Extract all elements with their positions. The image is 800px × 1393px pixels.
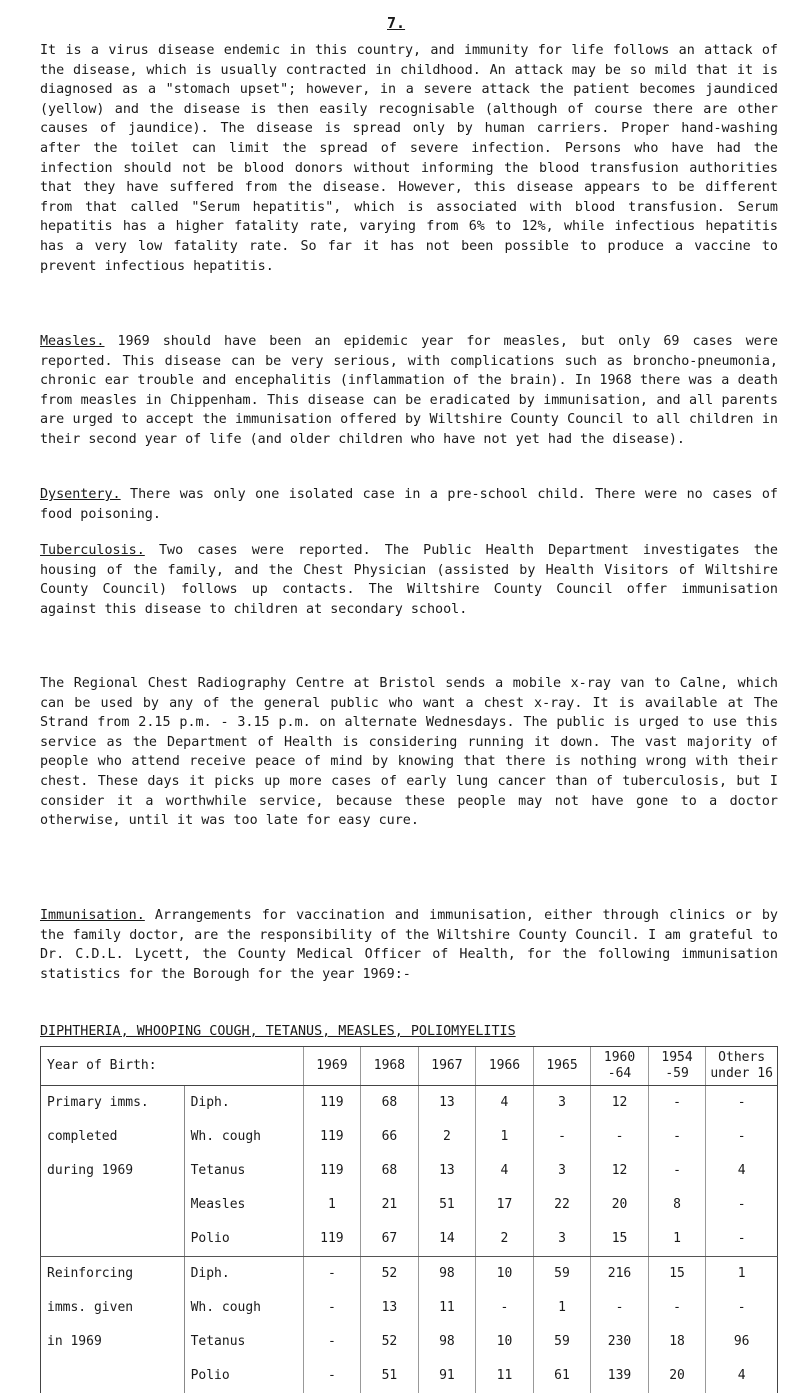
measles-heading: Measles.: [40, 334, 105, 349]
value-cell: -: [648, 1086, 706, 1121]
table-row: [41, 1154, 778, 1188]
page-number: 7.: [387, 14, 406, 32]
value-cell: -: [591, 1120, 649, 1154]
value-cell: -: [476, 1291, 534, 1325]
value-cell: 52: [361, 1257, 419, 1292]
value-cell: -: [591, 1291, 649, 1325]
table-row: [41, 1359, 778, 1393]
value-cell: -: [648, 1120, 706, 1154]
value-cell: 68: [361, 1086, 419, 1121]
tuberculosis-paragraph: [40, 541, 778, 619]
value-cell: 1: [706, 1257, 778, 1292]
value-cell: -: [648, 1154, 706, 1188]
value-cell: 119: [303, 1120, 361, 1154]
value-cell: 1: [648, 1222, 706, 1257]
disease-cell: Polio: [184, 1222, 303, 1257]
value-cell: -: [303, 1257, 361, 1292]
section-label: imms. given: [41, 1291, 185, 1325]
disease-cell: Measles: [184, 1188, 303, 1222]
table-body: [41, 1086, 778, 1393]
dysentery-body: There was only one isolated case in a pre-school child. There were no cases of food poisoning.: [40, 487, 778, 522]
table-row: [41, 1086, 778, 1121]
value-cell: 12: [591, 1154, 649, 1188]
value-cell: 21: [361, 1188, 419, 1222]
immunisation-table: [40, 1046, 778, 1393]
column-header: 1960 -64: [591, 1047, 649, 1086]
value-cell: -: [706, 1120, 778, 1154]
column-header: 1969: [303, 1047, 361, 1086]
xray-paragraph: The Regional Chest Radiography Centre at Bristol sends a mobile x-ray van to Calne, which can be used by any of the general public who want a chest x-ray. It is available at The Strand from 2.15 p.m. - 3.15 p.m. on alternate Wednesdays. The public is urged to use this service as the Department of Health is considering running it down. The vast majority of people who attend receive peace of mind by knowing that there is nothing wrong with their chest. These days it picks up more cases of early lung cancer than of tuberculosis, but I consider it a worthwhile service, because these people may not have gone to a doctor otherwise, until it was too late for easy cure.: [40, 676, 778, 829]
value-cell: 10: [476, 1325, 534, 1359]
table-row: [41, 1325, 778, 1359]
value-cell: 139: [591, 1359, 649, 1393]
value-cell: 3: [533, 1222, 591, 1257]
value-cell: 119: [303, 1222, 361, 1257]
column-header: 1954 -59: [648, 1047, 706, 1086]
value-cell: -: [303, 1291, 361, 1325]
immunisation-body: Arrangements for vaccination and immunisation, either through clinics or by the family doctor, are the responsibility of the Wiltshire County Council. I am grateful to Dr. C.D.L. Lycett, the County Medical Officer of Health, for the following immunisation statistics for the Borough for the year 1969:-: [40, 908, 778, 982]
table-row: [41, 1222, 778, 1257]
column-header: Others under 16: [706, 1047, 778, 1086]
measles-body: 1969 should have been an epidemic year for measles, but only 69 cases were reported. This disease can be very serious, with complications such as broncho-pneumonia, chronic ear trouble and encephalitis (inflammation of the brain). In 1968 there was a death from measles in Chippenham. This disease can be eradicated by immunisation, and all parents are urged to accept the immunisation offered by Wiltshire County Council to all children in their second year of life (and older children who have not yet had the disease).: [40, 334, 778, 447]
value-cell: 4: [706, 1359, 778, 1393]
table-row: [41, 1291, 778, 1325]
value-cell: 10: [476, 1257, 534, 1292]
value-cell: 18: [648, 1325, 706, 1359]
column-header: 1965: [533, 1047, 591, 1086]
section-label: Reinforcing: [41, 1257, 185, 1292]
table-row: [41, 1120, 778, 1154]
disease-cell: Wh. cough: [184, 1291, 303, 1325]
value-cell: 11: [418, 1291, 476, 1325]
column-header: 1968: [361, 1047, 419, 1086]
value-cell: -: [303, 1359, 361, 1393]
section-label: [41, 1222, 185, 1257]
section-label: in 1969: [41, 1325, 185, 1359]
value-cell: 11: [476, 1359, 534, 1393]
value-cell: 20: [591, 1188, 649, 1222]
value-cell: 119: [303, 1154, 361, 1188]
hepatitis-paragraph: It is a virus disease endemic in this country, and immunity for life follows an attack of the disease, which is usually contracted in childhood. An attack may be so mild that it is diagnosed as a "stomach upset"; however, in a severe attack the patient becomes jaundiced (yellow) and the disease is then easily recognisable (although of course there are other causes of jaundice). The disease is spread only by human carriers. Proper hand-washing after the toilet can limit the spread of severe infection. Persons who have had the infection should not be blood donors without informing the blood transfusion authorities that they have suffered from the disease. However, this disease appears to be different from that called "Serum hepatitis", which is associated with blood transfusion. Serum hepatitis has a higher fatality rate, varying from 6% to 12%, while infectious hepatitis has a very low fatality rate. So far it has not been possible to produce a vaccine to prevent infectious hepatitis.: [40, 43, 778, 274]
table-row: [41, 1257, 778, 1292]
tuberculosis-body: Two cases were reported. The Public Health Department investigates the housing of the family, and the Chest Physician (assisted by Health Visitors of Wiltshire County Council) follows up contacts. The Wiltshire County Council offer immunisation against this disease to children at secondary school.: [40, 543, 778, 617]
section-label: [41, 1359, 185, 1393]
value-cell: -: [303, 1325, 361, 1359]
value-cell: 68: [361, 1154, 419, 1188]
value-cell: -: [648, 1291, 706, 1325]
value-cell: 98: [418, 1257, 476, 1292]
table-header-row: [41, 1047, 778, 1086]
immunisation-paragraph: [40, 906, 778, 984]
value-cell: 13: [361, 1291, 419, 1325]
section-label: completed: [41, 1120, 185, 1154]
value-cell: 2: [418, 1120, 476, 1154]
disease-cell: Diph.: [184, 1257, 303, 1292]
value-cell: 52: [361, 1325, 419, 1359]
value-cell: 13: [418, 1086, 476, 1121]
value-cell: 12: [591, 1086, 649, 1121]
value-cell: 4: [476, 1154, 534, 1188]
value-cell: 59: [533, 1257, 591, 1292]
value-cell: 13: [418, 1154, 476, 1188]
value-cell: 14: [418, 1222, 476, 1257]
value-cell: 98: [418, 1325, 476, 1359]
value-cell: 15: [591, 1222, 649, 1257]
value-cell: -: [533, 1120, 591, 1154]
value-cell: -: [706, 1188, 778, 1222]
table-row: [41, 1188, 778, 1222]
value-cell: 1: [476, 1120, 534, 1154]
value-cell: 4: [476, 1086, 534, 1121]
column-header: 1966: [476, 1047, 534, 1086]
value-cell: 1: [303, 1188, 361, 1222]
value-cell: 1: [533, 1291, 591, 1325]
value-cell: 59: [533, 1325, 591, 1359]
value-cell: 3: [533, 1154, 591, 1188]
measles-paragraph: [40, 332, 778, 450]
value-cell: 67: [361, 1222, 419, 1257]
column-header: 1967: [418, 1047, 476, 1086]
value-cell: 2: [476, 1222, 534, 1257]
value-cell: 66: [361, 1120, 419, 1154]
value-cell: 4: [706, 1154, 778, 1188]
dysentery-heading: Dysentery.: [40, 487, 121, 502]
value-cell: 91: [418, 1359, 476, 1393]
value-cell: 8: [648, 1188, 706, 1222]
immunisation-heading: Immunisation.: [40, 908, 145, 923]
disease-cell: Tetanus: [184, 1154, 303, 1188]
disease-cell: Polio: [184, 1359, 303, 1393]
section-label: [41, 1188, 185, 1222]
disease-cell: Wh. cough: [184, 1120, 303, 1154]
value-cell: 61: [533, 1359, 591, 1393]
section-label: during 1969: [41, 1154, 185, 1188]
dysentery-paragraph: [40, 485, 778, 524]
value-cell: 15: [648, 1257, 706, 1292]
value-cell: 216: [591, 1257, 649, 1292]
value-cell: 17: [476, 1188, 534, 1222]
disease-cell: Tetanus: [184, 1325, 303, 1359]
section-label: Primary imms.: [41, 1086, 185, 1121]
value-cell: 51: [418, 1188, 476, 1222]
value-cell: 22: [533, 1188, 591, 1222]
table-title: DIPHTHERIA, WHOOPING COUGH, TETANUS, MEASLES, POLIOMYELITIS: [40, 1024, 516, 1039]
tuberculosis-heading: Tuberculosis.: [40, 543, 145, 558]
value-cell: 51: [361, 1359, 419, 1393]
value-cell: -: [706, 1222, 778, 1257]
value-cell: -: [706, 1291, 778, 1325]
value-cell: 96: [706, 1325, 778, 1359]
value-cell: 3: [533, 1086, 591, 1121]
value-cell: -: [706, 1086, 778, 1121]
disease-cell: Diph.: [184, 1086, 303, 1121]
value-cell: 20: [648, 1359, 706, 1393]
value-cell: 119: [303, 1086, 361, 1121]
year-of-birth-label: Year of Birth:: [41, 1047, 304, 1086]
value-cell: 230: [591, 1325, 649, 1359]
